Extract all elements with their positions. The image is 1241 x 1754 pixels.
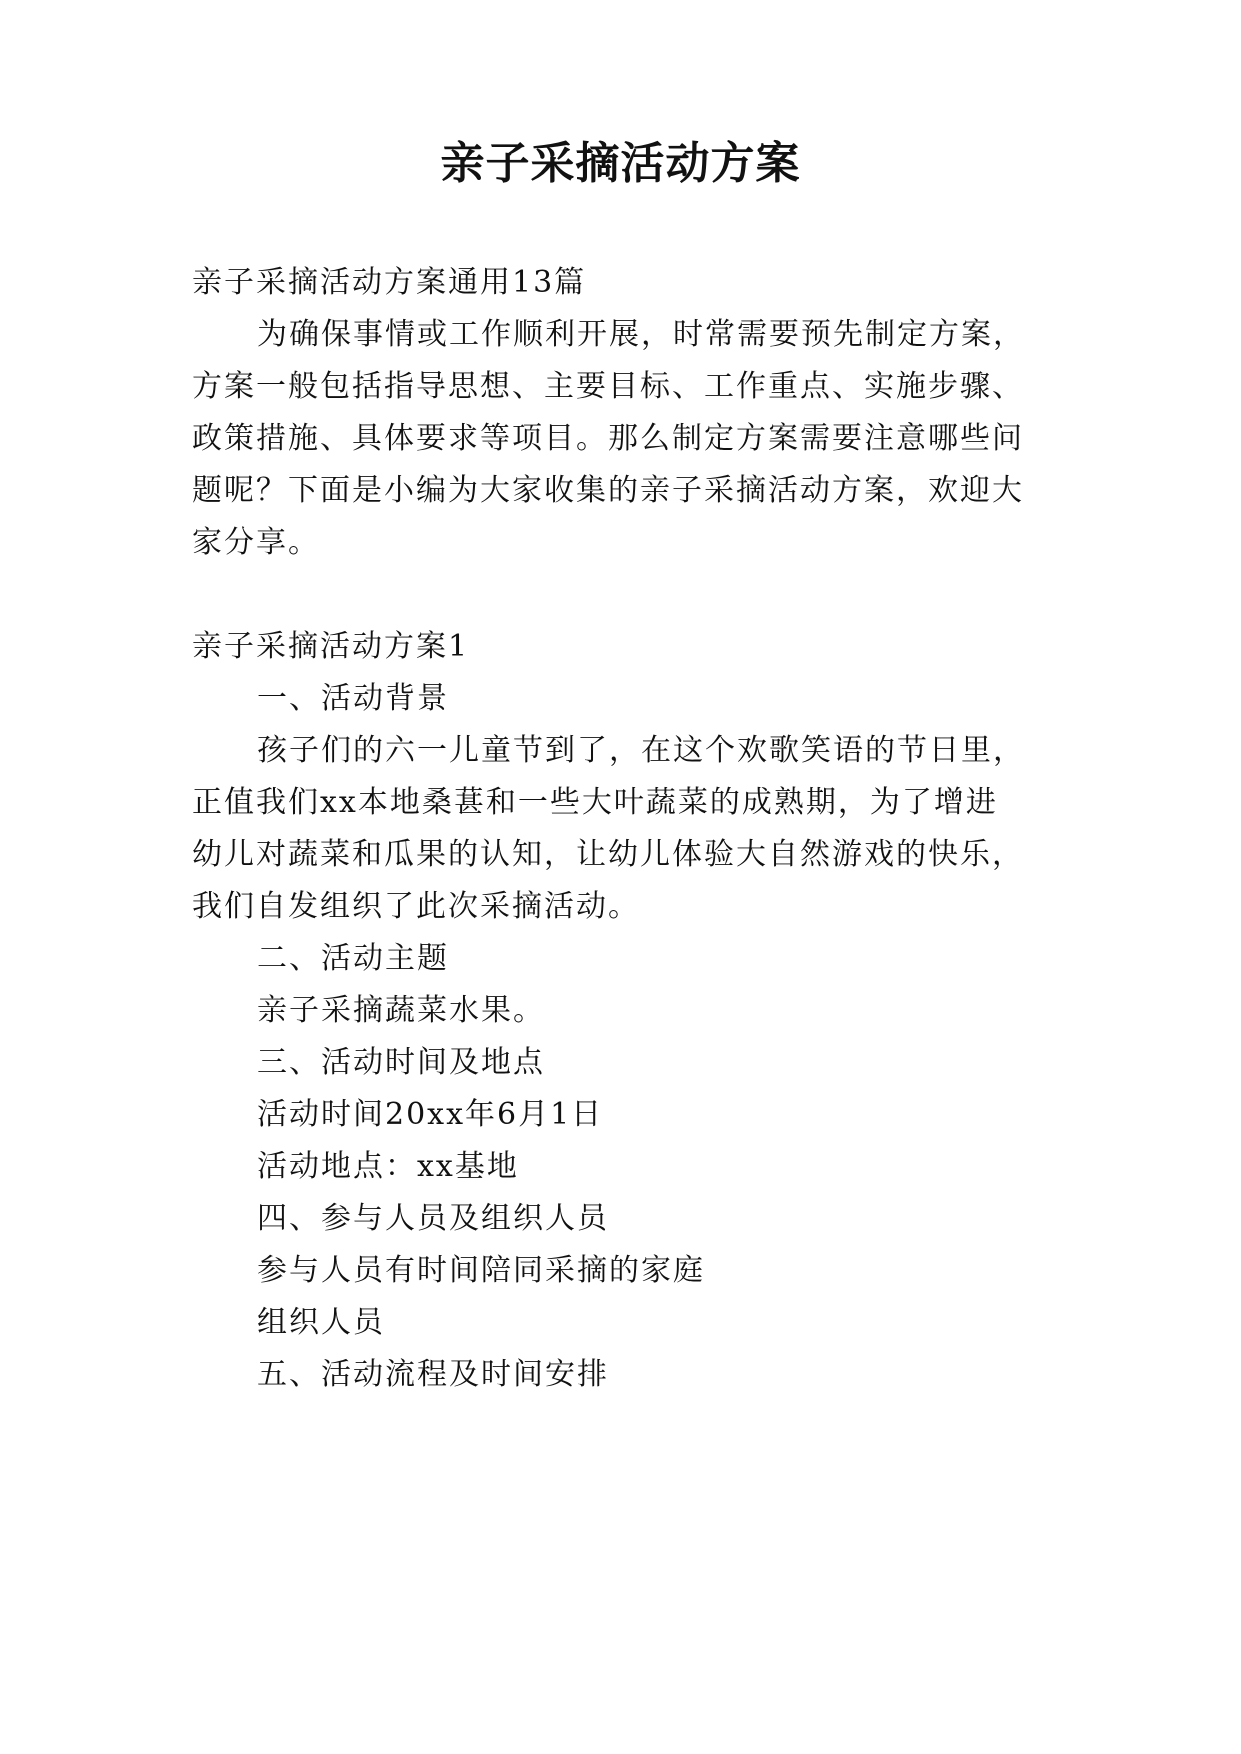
theme-text: 亲子采摘蔬菜水果。: [257, 993, 545, 1028]
background-line-1: 孩子们的六一儿童节到了，在这个欢歌笑语的节日里，: [257, 733, 1025, 768]
intro-line-4: 题呢？下面是小编为大家收集的亲子采摘活动方案，欢迎大: [192, 473, 1024, 508]
intro-line-5: 家分享。: [192, 525, 320, 560]
intro-line-3: 政策措施、具体要求等项目。那么制定方案需要注意哪些问: [192, 421, 1024, 456]
background-line-2: 正值我们xx本地桑葚和一些大叶蔬菜的成熟期，为了增进: [192, 785, 998, 820]
participants-text: 参与人员有时间陪同采摘的家庭: [257, 1253, 705, 1288]
activity-place: 活动地点：xx基地: [257, 1149, 519, 1184]
heading-time-place: 三、活动时间及地点: [257, 1045, 545, 1080]
heading-participants: 四、参与人员及组织人员: [257, 1201, 609, 1236]
heading-background: 一、活动背景: [257, 681, 449, 716]
heading-process: 五、活动流程及时间安排: [257, 1357, 609, 1392]
document-subtitle: 亲子采摘活动方案通用13篇: [192, 265, 587, 300]
document-title: 亲子采摘活动方案: [440, 138, 801, 189]
background-line-3: 幼儿对蔬菜和瓜果的认知，让幼儿体验大自然游戏的快乐，: [192, 837, 1024, 872]
section-heading: 亲子采摘活动方案1: [192, 629, 470, 664]
intro-line-1: 为确保事情或工作顺利开展，时常需要预先制定方案，: [257, 317, 1025, 352]
heading-theme: 二、活动主题: [257, 941, 449, 976]
intro-line-2: 方案一般包括指导思想、主要目标、工作重点、实施步骤、: [192, 369, 1024, 404]
background-line-4: 我们自发组织了此次采摘活动。: [192, 889, 640, 924]
organizers-text: 组织人员: [257, 1305, 385, 1340]
activity-time: 活动时间20xx年6月1日: [257, 1097, 604, 1132]
